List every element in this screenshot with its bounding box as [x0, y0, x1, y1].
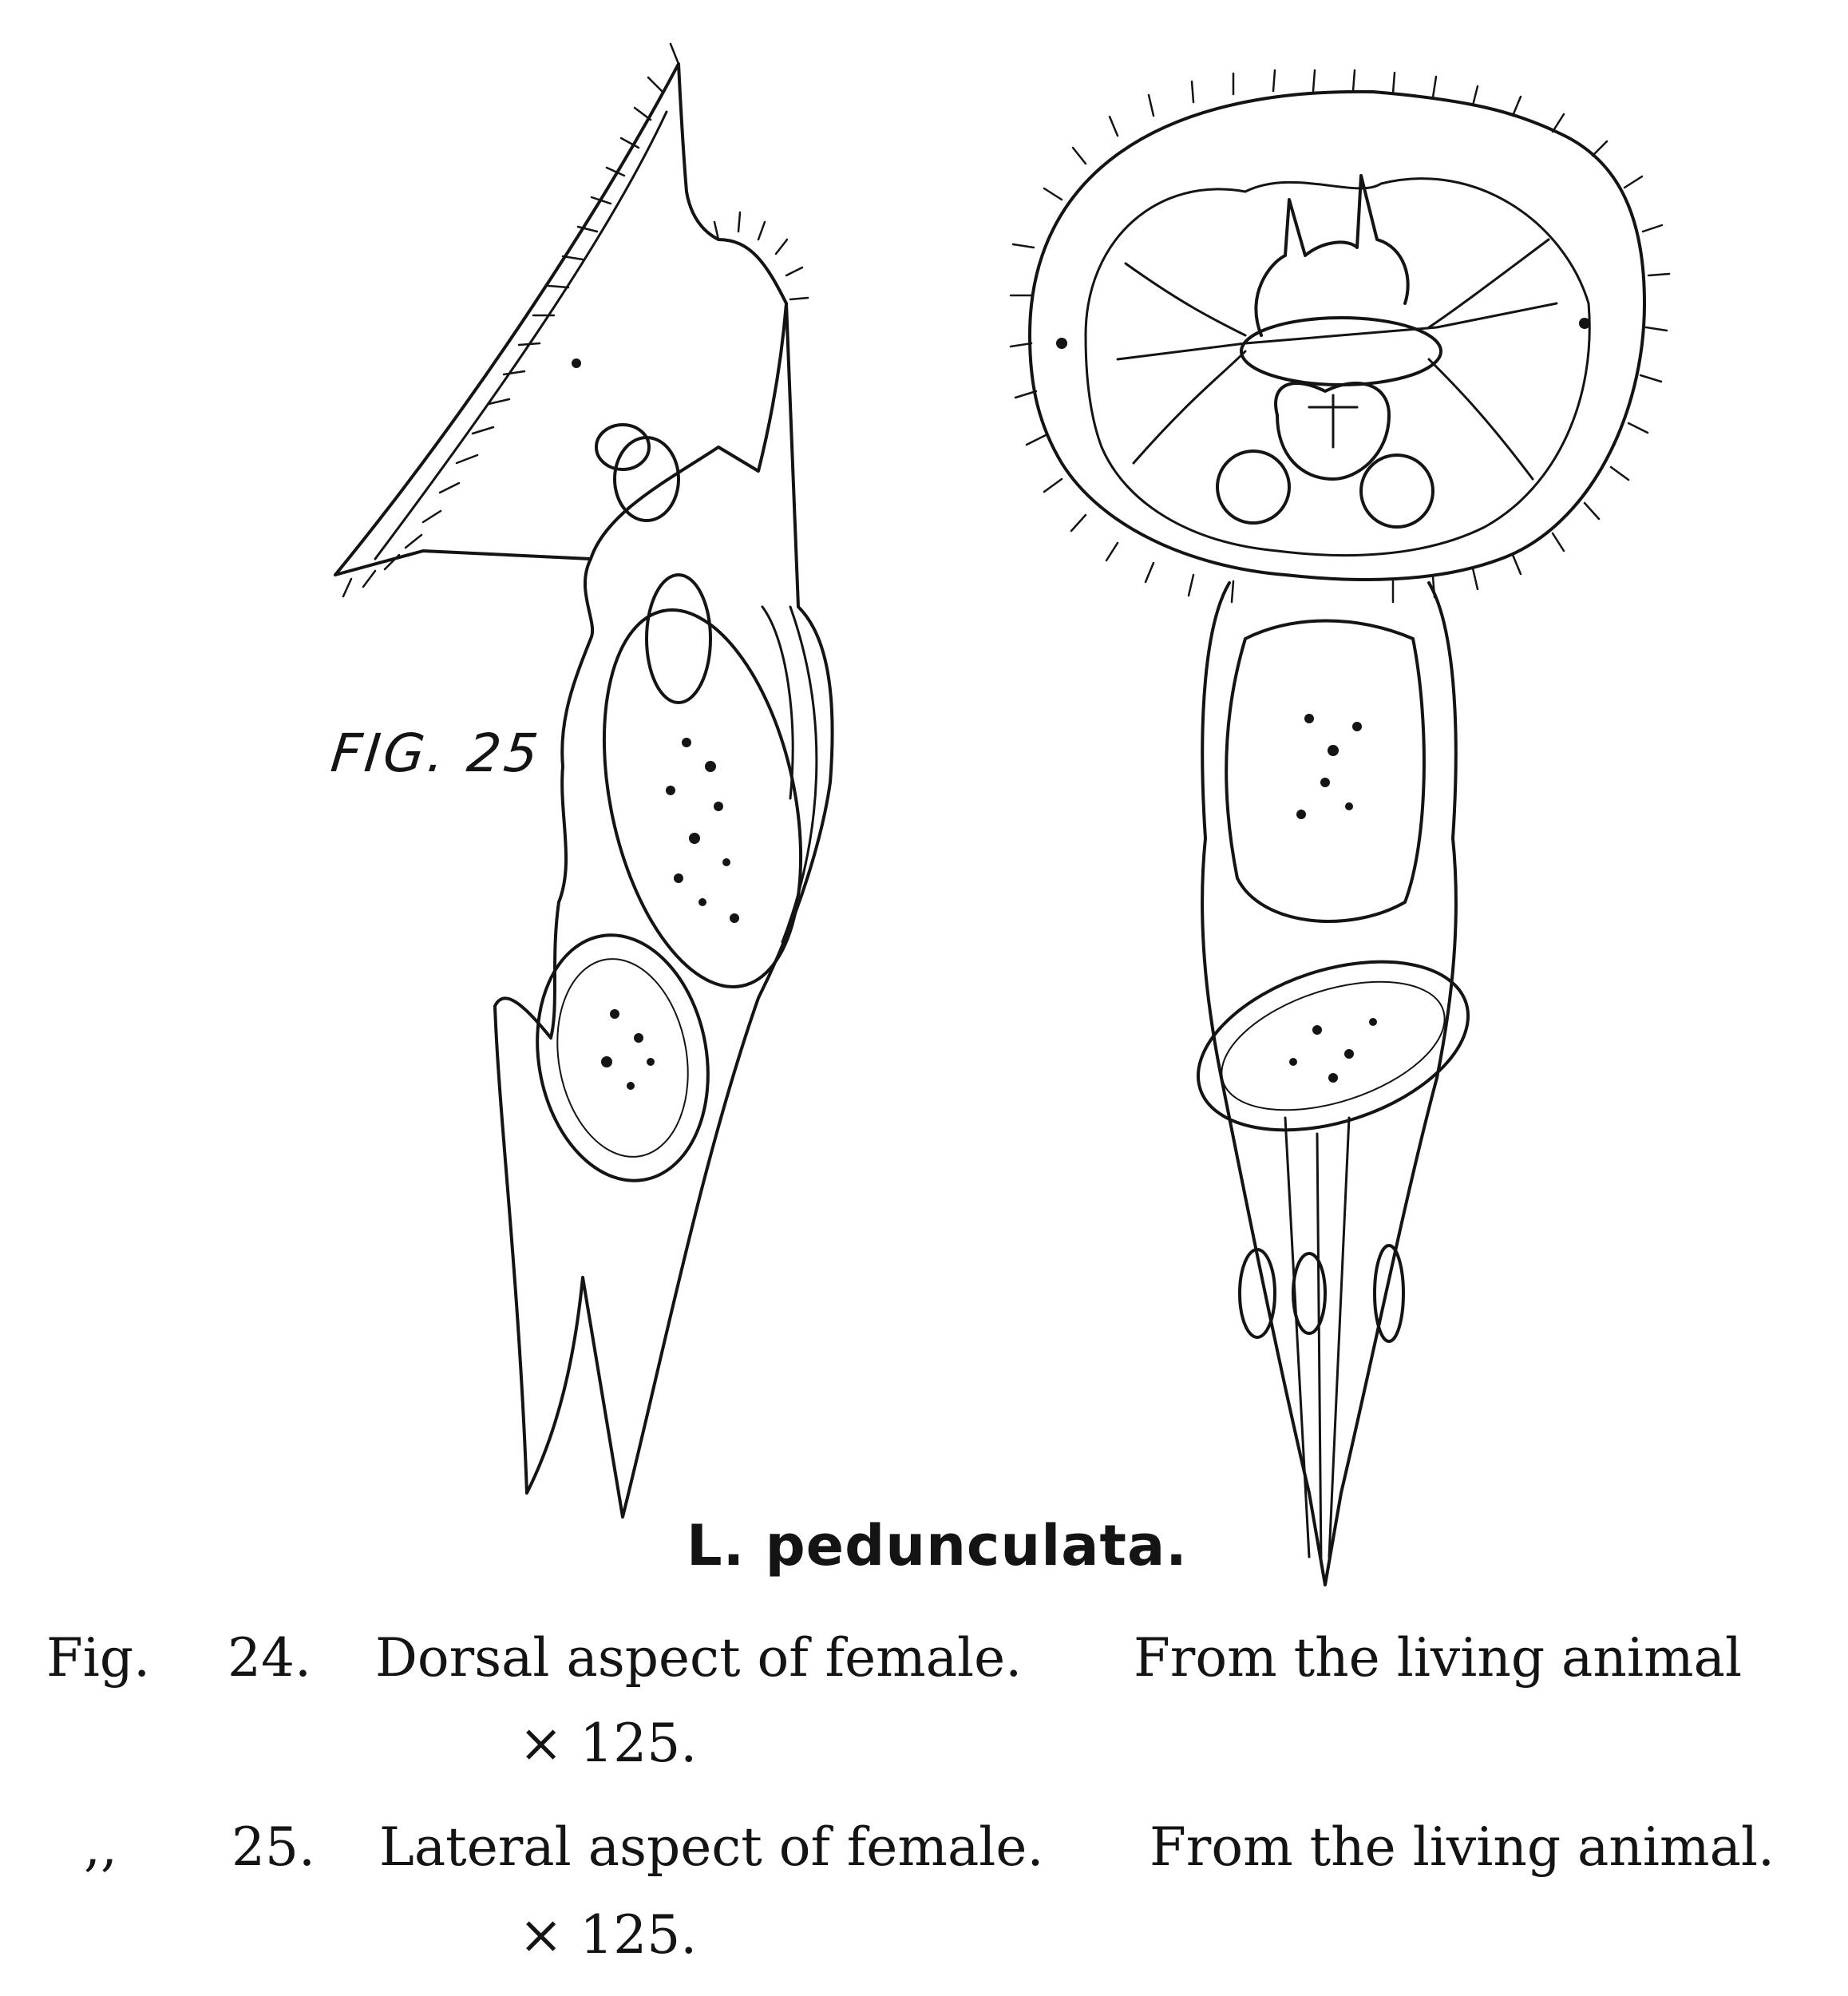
dorsal-gland-right — [1361, 455, 1433, 527]
lateral-egg-lower — [519, 921, 727, 1194]
lateral-corona-outline — [335, 64, 786, 575]
dorsal-body-outline — [1202, 583, 1456, 1585]
caption-25-scale: × 125. — [519, 1904, 698, 1966]
dorsal-view-drawing — [1011, 70, 1669, 1585]
caption-25-prefix: ,, — [84, 1816, 117, 1878]
species-name: L. pedunculata. — [687, 1513, 1188, 1578]
caption-25-source: From the living animal. — [1150, 1816, 1775, 1878]
caption-25-text: Lateral aspect of female. — [379, 1816, 1044, 1878]
caption-25-number: 25. — [231, 1816, 315, 1878]
caption-24-text: Dorsal aspect of female. — [375, 1627, 1023, 1689]
dorsal-gland-left — [1217, 451, 1289, 523]
caption-24-source: From the living animal — [1134, 1627, 1743, 1689]
figure-label: FIG. 25 — [327, 723, 544, 784]
lateral-egg-upper — [573, 592, 833, 1004]
caption-24-prefix: Fig. — [46, 1627, 151, 1689]
lateral-body-outline — [495, 303, 833, 1517]
caption-24-scale: × 125. — [519, 1713, 698, 1774]
caption-24-number: 24. — [228, 1627, 311, 1689]
